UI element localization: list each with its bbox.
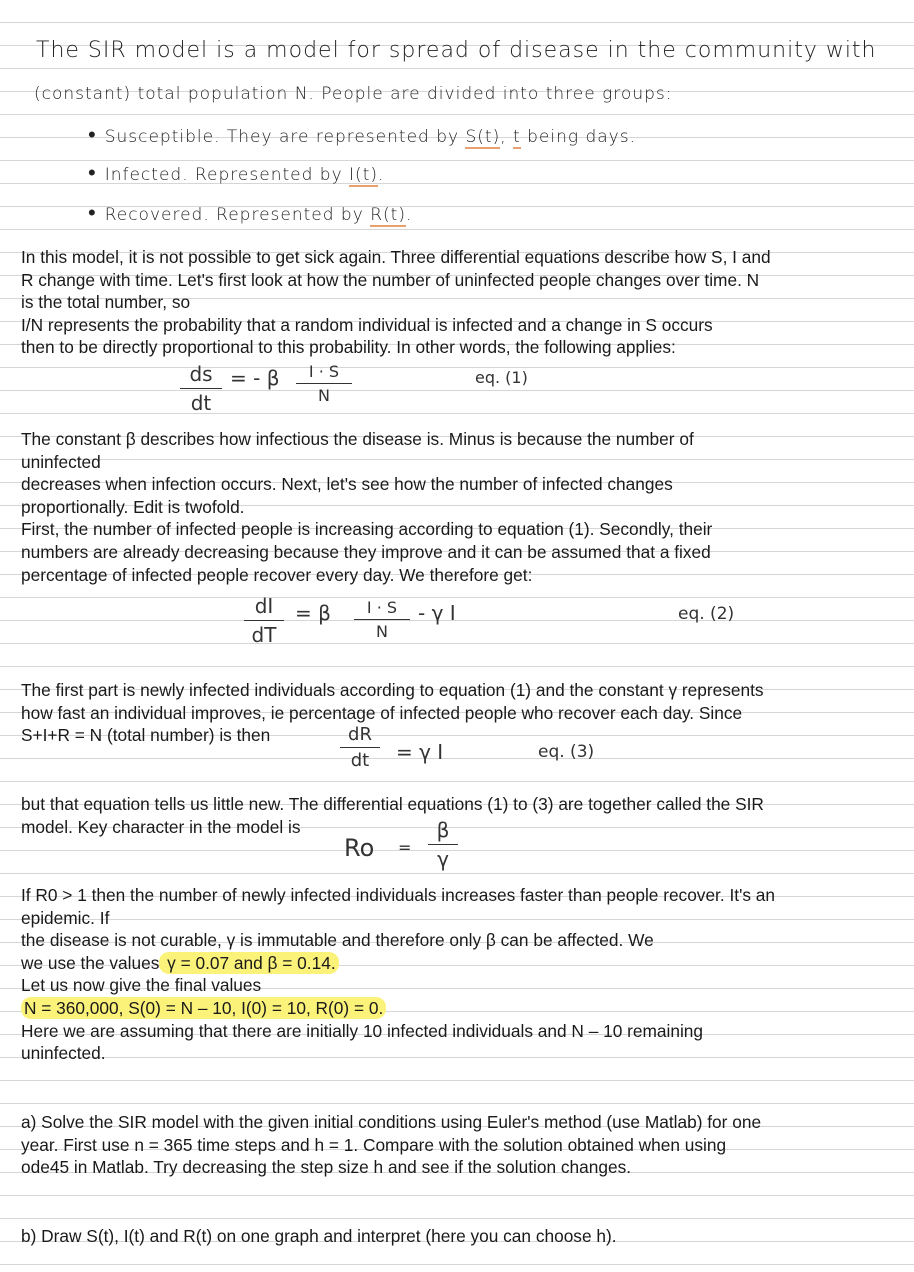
eq1-label: eq. (1) xyxy=(475,368,528,387)
paragraph-sir-summary: but that equation tells us little new. The differential equations (1) to (3) are together called the SIR model. Key character in the model is xyxy=(21,794,764,837)
paragraph-epidemic: If R0 > 1 then the number of newly infected individuals increases faster than people recover. It's an epidemic. If the disease is not curable, γ is immutable and therefore only β can be affected. We we use the values γ = 0.07 and β = 0.14. Let us now give the final values N = 360,000, S(0) = N – 10, I(0) = 10, R(0) = 0. Here we are assuming that there are initially 10 infected individuals and N – 10 remaining uninfected. xyxy=(21,884,891,1065)
r0-fraction: β γ xyxy=(428,818,458,871)
eq2-tail: - γ I xyxy=(418,601,456,625)
intro-line-1: The SIR model is a model for spread of disease in the community with xyxy=(36,38,877,63)
initial-conditions-highlight: N = 360,000, S(0) = N – 10, I(0) = 10, R(0) = 0. xyxy=(21,997,386,1019)
task-b: b) Draw S(t), I(t) and R(t) on one graph and interpret (here you can choose h). xyxy=(21,1226,617,1246)
eq2-rhs: I · S N xyxy=(354,598,410,641)
paragraph-gamma: The first part is newly infected individuals according to equation (1) and the constant γ represents how fast an individual improves, ie percentage of infected people who recover each day. Since S+I+R = N (total number) is then xyxy=(21,680,764,746)
r0-symbol: Ro xyxy=(344,834,375,862)
eq3-lhs: dR dt xyxy=(340,724,380,771)
bullet-recovered: • Recovered. Represented by R(t). xyxy=(88,201,413,226)
intro-line-2: (constant) total population N. People are divided into three groups: xyxy=(34,84,673,104)
paragraph-beta: The constant β describes how infectious the disease is. Minus is because the number of uninfected decreases when infection occurs. Next, let's see how the number of infected changes proportionally. Edit is twofold. First, the number of infected people is increasing according to equation (1). Secondly, their numbers are already decreasing because they improve and it can be assumed that a fixed percentage of infected people recover every day. We therefore get: xyxy=(21,429,713,585)
eq2-label: eq. (2) xyxy=(678,604,735,624)
eq1-lhs: ds dt xyxy=(180,362,222,415)
eq2-lhs: dI dT xyxy=(244,594,284,647)
eq3-label: eq. (3) xyxy=(538,742,595,762)
eq3-rhs: = γ I xyxy=(396,740,444,764)
r0-equals: = xyxy=(398,838,412,857)
bullet-infected: • Infected. Represented by I(t). xyxy=(88,161,385,186)
task-a: a) Solve the SIR model with the given initial conditions using Euler's method (use Matlab) for one year. First use n = 365 time steps and h = 1. Compare with the solution obtained when using ode45 in Matlab. Try decreasing the step size h and see if the solution changes. xyxy=(21,1112,762,1178)
values-line: we use the values γ = 0.07 and β = 0.14. xyxy=(21,952,891,975)
paragraph-model-intro: In this model, it is not possible to get sick again. Three differential equations describe how S, I and R change with time. Let's first look at how the number of uninfected people changes over time. N is the total number, so I/N represents the probability that a random individual is infected and a change in S occurs then to be directly proportional to this probability. In other words, the following applies: xyxy=(21,247,771,358)
eq1-mid: = - β xyxy=(230,366,280,390)
bullet-susceptible: • Susceptible. They are represented by S(t), t being days. xyxy=(88,123,636,148)
parameter-values-highlight: γ = 0.07 and β = 0.14. xyxy=(159,952,338,974)
eq2-mid: = β xyxy=(295,601,331,625)
eq1-rhs: I · S N xyxy=(296,362,352,405)
